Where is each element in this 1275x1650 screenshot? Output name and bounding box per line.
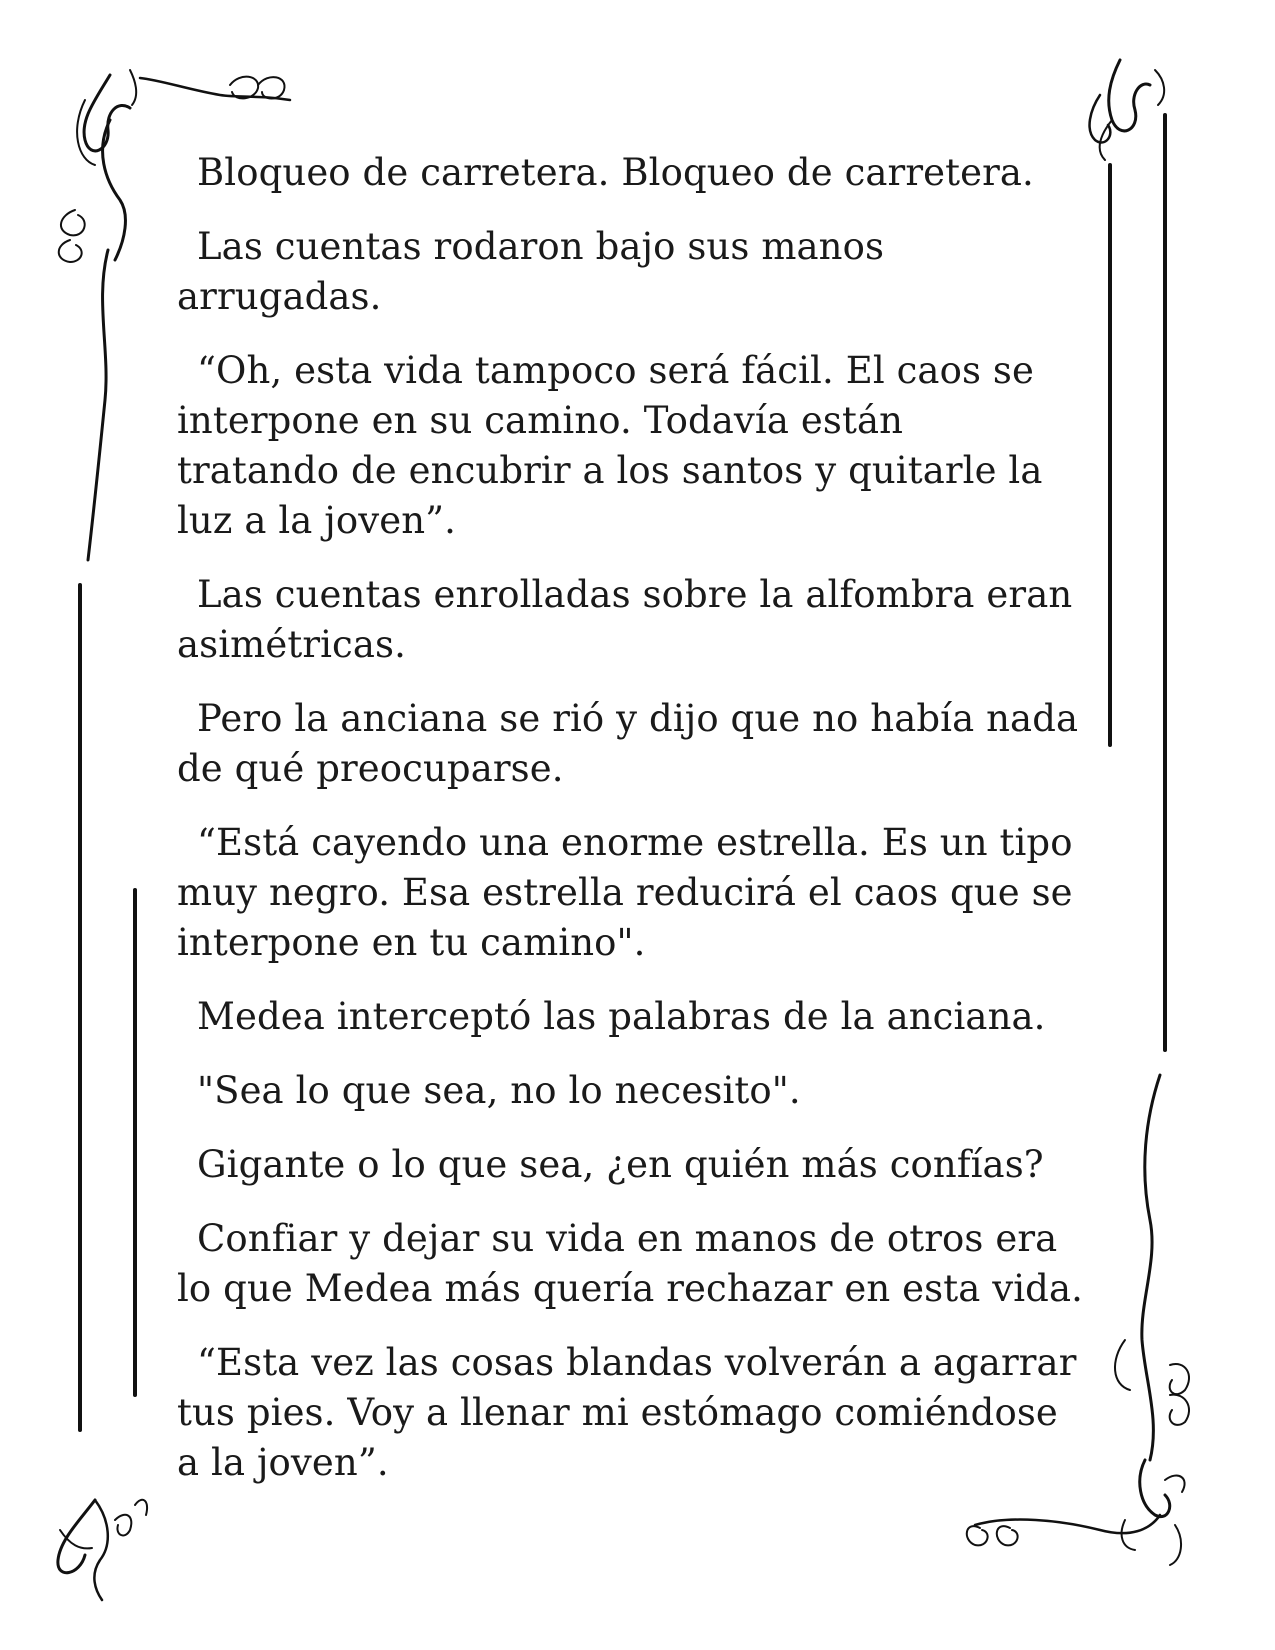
paragraph: “Está cayendo una enorme estrella. Es un tipo muy negro. Esa estrella reducirá el caos que se interpone en tu camino".	[177, 821, 1073, 964]
paragraph: “Esta vez las cosas blandas volverán a agarrar tus pies. Voy a llenar mi estómago comiéndose a la joven”.	[177, 1341, 1077, 1484]
paragraph: "Sea lo que sea, no lo necesito".	[197, 1069, 801, 1112]
flourish-right-lower-icon	[1115, 1075, 1189, 1460]
paragraph: “Oh, esta vida tampoco será fácil. El caos se interpone en su camino. Todavía están tratando de encubrir a los santos y quitarle la luz a la joven”.	[177, 349, 1043, 542]
body-text	[177, 148, 1097, 1512]
paragraph: Las cuentas enrolladas sobre la alfombra eran asimétricas.	[177, 573, 1073, 666]
paragraph: Gigante o lo que sea, ¿en quién más confías?	[197, 1143, 1044, 1186]
paragraph: Bloqueo de carretera. Bloqueo de carretera.	[197, 151, 1034, 194]
paragraph: Las cuentas rodaron bajo sus manos arrugadas.	[177, 225, 885, 318]
paragraph: Pero la anciana se rió y dijo que no había nada de qué preocuparse.	[177, 697, 1079, 790]
paragraph: Medea interceptó las palabras de la anciana.	[197, 995, 1046, 1038]
paragraph: Confiar y dejar su vida en manos de otros era lo que Medea más quería rechazar en esta vida.	[177, 1217, 1083, 1310]
flourish-bottom-left-icon	[58, 1500, 147, 1600]
flourish-top-right-icon	[1090, 60, 1165, 160]
